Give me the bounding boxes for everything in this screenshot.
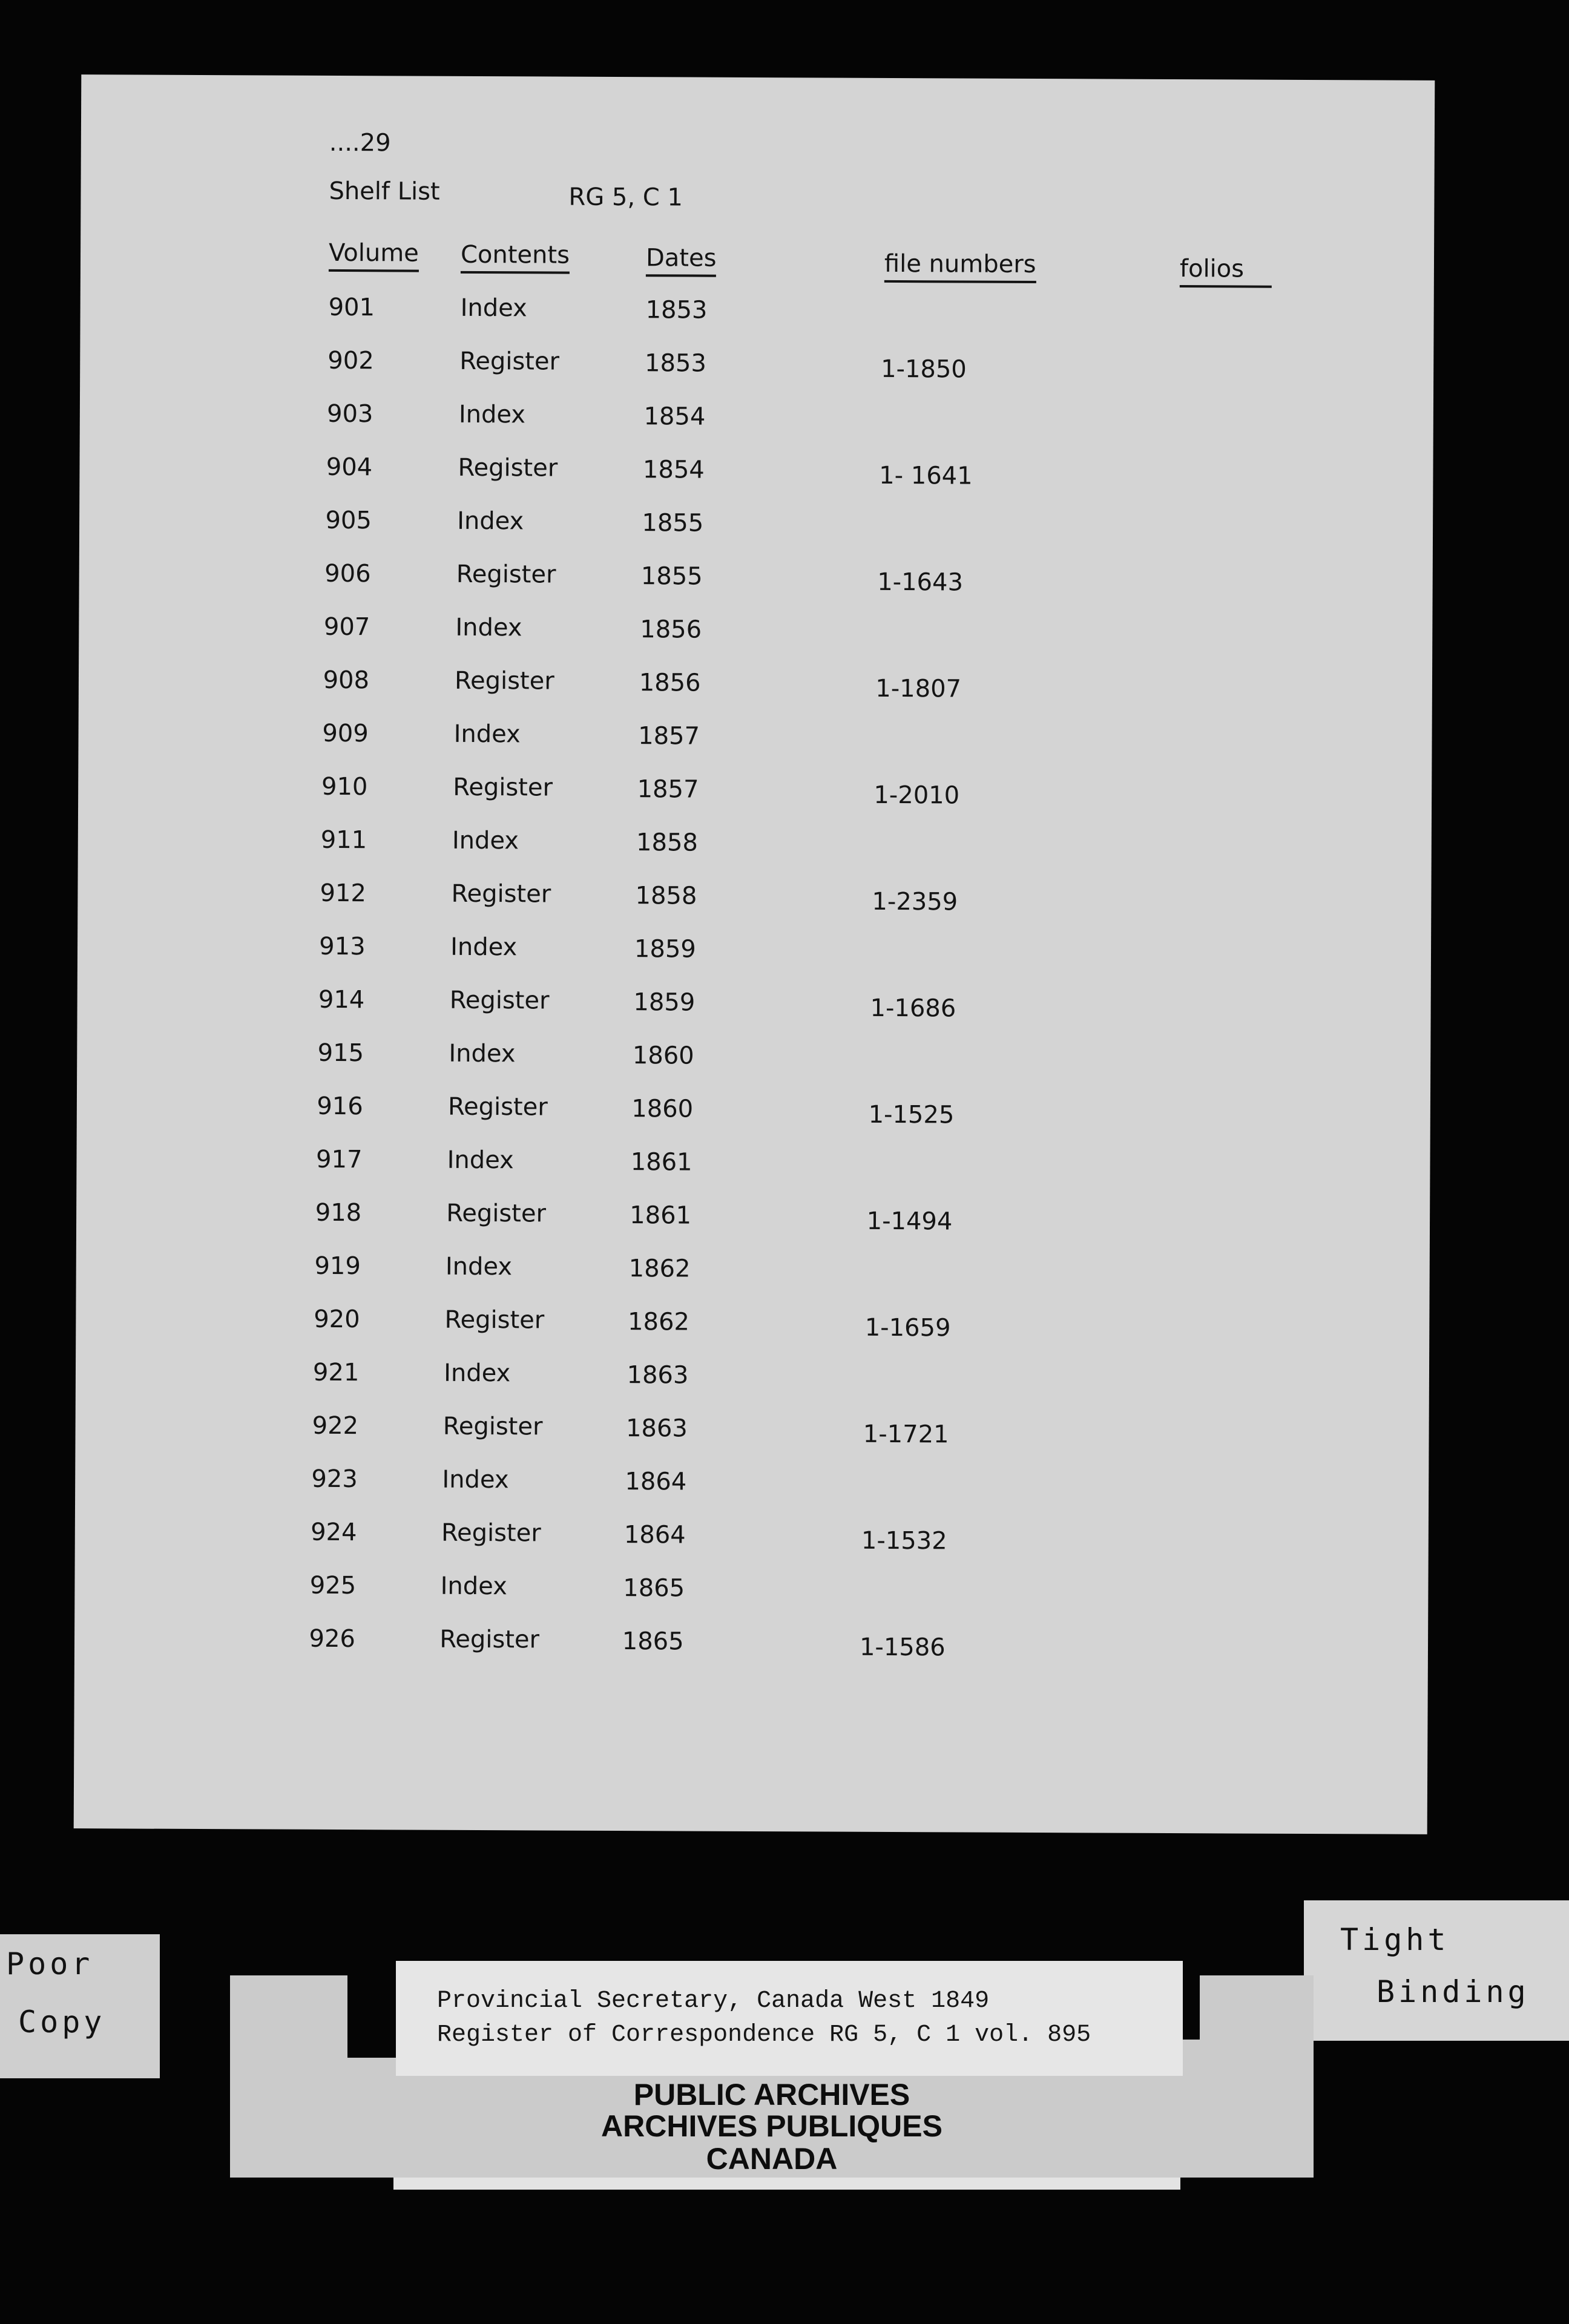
- cell-dates: 1859: [634, 935, 696, 963]
- cell-contents: Index: [440, 1572, 507, 1601]
- column-header-folios: folios: [1180, 255, 1272, 288]
- cell-contents: Register: [442, 1412, 543, 1441]
- cell-contents: Register: [446, 1199, 547, 1228]
- cell-volume: 903: [326, 399, 373, 428]
- table-row: [76, 1144, 1430, 1204]
- column-header-file-numbers: file numbers: [884, 250, 1036, 283]
- cell-file-numbers: 1-2010: [873, 781, 960, 810]
- cell-file-numbers: 1-2359: [872, 887, 958, 916]
- cell-dates: 1865: [623, 1574, 685, 1603]
- cell-contents: Index: [453, 720, 521, 749]
- cell-dates: 1857: [638, 722, 700, 750]
- cell-dates: 1863: [627, 1361, 689, 1390]
- cell-file-numbers: 1-1494: [866, 1207, 953, 1236]
- cell-contents: Index: [455, 613, 522, 642]
- archives-stamp-line: CANADA: [706, 2142, 838, 2176]
- table-row: [74, 1624, 1428, 1683]
- handwritten-note-line: Tight: [1340, 1922, 1450, 1957]
- cell-dates: 1861: [630, 1201, 692, 1230]
- cell-contents: Register: [444, 1305, 545, 1334]
- cell-file-numbers: 1-1807: [875, 674, 962, 703]
- cell-dates: 1860: [631, 1095, 694, 1123]
- cell-dates: 1853: [644, 349, 706, 378]
- cell-volume: 923: [311, 1465, 358, 1494]
- column-header-dates: Dates: [646, 244, 717, 277]
- cell-contents: Index: [449, 1039, 516, 1068]
- document-sheet: [74, 74, 1435, 1834]
- table-row: [77, 985, 1430, 1044]
- table-row: [75, 1517, 1429, 1577]
- card-divider: [1183, 1961, 1200, 2040]
- table-row: [79, 559, 1432, 618]
- cell-contents: Register: [441, 1518, 541, 1548]
- cell-contents: Register: [439, 1625, 540, 1654]
- table-row: [80, 292, 1433, 352]
- cell-volume: 926: [309, 1624, 356, 1653]
- table-row: [77, 1091, 1430, 1151]
- cell-file-numbers: 1-1721: [863, 1420, 949, 1449]
- cell-dates: 1853: [645, 296, 708, 324]
- cell-contents: Index: [460, 294, 527, 323]
- column-header-volume: Volume: [329, 239, 419, 272]
- card-strip: [393, 2178, 1180, 2190]
- cell-dates: 1857: [637, 775, 699, 804]
- cell-dates: 1854: [643, 402, 706, 431]
- table-row: [79, 612, 1432, 671]
- card-reference-line: Register of Correspondence RG 5, C 1 vol. 895: [437, 2021, 1091, 2049]
- table-row: [77, 878, 1431, 937]
- table-row: [78, 825, 1432, 884]
- cell-dates: 1858: [635, 882, 697, 910]
- poor-copy-note: [0, 1934, 160, 2078]
- archives-stamp-line: ARCHIVES PUBLIQUES: [601, 2109, 942, 2143]
- table-row: [78, 772, 1432, 831]
- cell-dates: 1854: [642, 456, 705, 484]
- card-title-line: Provincial Secretary, Canada West 1849: [437, 1988, 990, 2015]
- table-row: [75, 1411, 1429, 1470]
- table-row: [79, 665, 1432, 724]
- cell-file-numbers: 1-1586: [859, 1633, 946, 1662]
- column-header-contents: Contents: [461, 241, 570, 274]
- cell-contents: Register: [453, 773, 553, 802]
- cell-contents: Index: [450, 933, 518, 962]
- cell-file-numbers: 1-1686: [870, 994, 956, 1023]
- table-row: [77, 931, 1431, 991]
- cell-contents: Index: [444, 1359, 511, 1388]
- cell-file-numbers: 1-1532: [861, 1526, 947, 1555]
- cell-dates: 1859: [633, 988, 696, 1017]
- cell-volume: 908: [323, 666, 370, 695]
- cell-dates: 1863: [625, 1414, 688, 1443]
- cell-volume: 925: [309, 1571, 357, 1600]
- cell-dates: 1856: [639, 669, 701, 697]
- archives-stamp-line: PUBLIC ARCHIVES: [633, 2078, 910, 2112]
- cell-contents: Register: [454, 666, 554, 695]
- cell-contents: Index: [445, 1252, 513, 1281]
- cell-volume: 909: [322, 719, 369, 748]
- cell-dates: 1864: [625, 1468, 687, 1496]
- table-row: [77, 1038, 1430, 1097]
- cell-volume: 924: [311, 1518, 357, 1547]
- cell-volume: 918: [315, 1198, 362, 1227]
- table-row: [74, 1571, 1428, 1630]
- cell-volume: 904: [326, 453, 373, 482]
- cell-contents: Index: [452, 826, 519, 855]
- handwritten-note-line: Poor: [6, 1946, 94, 1981]
- cell-volume: 913: [319, 932, 366, 961]
- table-row: [78, 718, 1432, 778]
- cell-contents: Index: [447, 1146, 514, 1175]
- archives-card-label: [396, 1961, 1183, 2076]
- cell-file-numbers: 1-1659: [864, 1313, 951, 1342]
- cell-volume: 912: [320, 879, 366, 908]
- cell-volume: 921: [312, 1358, 360, 1387]
- cell-volume: 915: [317, 1039, 364, 1068]
- cell-file-numbers: 1-1525: [868, 1100, 955, 1129]
- cell-dates: 1861: [630, 1148, 692, 1177]
- cell-contents: Register: [451, 879, 551, 908]
- cell-volume: 910: [321, 772, 368, 801]
- table-row: [75, 1464, 1429, 1523]
- cell-dates: 1860: [632, 1042, 694, 1070]
- cell-contents: Register: [459, 347, 560, 376]
- cell-file-numbers: 1-1643: [877, 568, 964, 597]
- cell-volume: 919: [314, 1252, 361, 1281]
- cell-dates: 1864: [623, 1521, 686, 1549]
- table-row: [76, 1198, 1430, 1257]
- table-row: [80, 399, 1433, 458]
- table-row: [76, 1357, 1429, 1417]
- page-number: ....29: [329, 128, 391, 157]
- cell-volume: 911: [320, 826, 367, 855]
- cell-volume: 920: [314, 1305, 360, 1334]
- cell-volume: 901: [328, 293, 375, 322]
- cell-contents: Register: [447, 1092, 548, 1121]
- cell-volume: 906: [324, 559, 371, 588]
- cell-dates: 1856: [640, 615, 702, 644]
- table-row: [79, 505, 1433, 565]
- cell-volume: 914: [318, 985, 365, 1014]
- cell-file-numbers: 1- 1641: [879, 461, 973, 490]
- cell-contents: Index: [458, 400, 526, 429]
- cell-file-numbers: 1-1850: [881, 355, 967, 384]
- cell-contents: Register: [458, 453, 558, 482]
- cell-contents: Index: [457, 507, 524, 536]
- cell-dates: 1862: [628, 1308, 690, 1336]
- cell-volume: 905: [325, 506, 372, 535]
- card-divider: [347, 1961, 396, 2058]
- record-group-reference: RG 5, C 1: [568, 183, 683, 212]
- handwritten-note-line: Copy: [18, 2004, 106, 2040]
- table-row: [79, 452, 1433, 511]
- table-row: [80, 346, 1433, 405]
- table-row: [76, 1304, 1429, 1364]
- page-title: Shelf List: [329, 177, 440, 206]
- cell-contents: Index: [442, 1465, 509, 1494]
- cell-dates: 1865: [622, 1627, 684, 1656]
- cell-volume: 917: [316, 1145, 363, 1174]
- cell-dates: 1858: [636, 829, 698, 857]
- cell-volume: 922: [312, 1411, 359, 1440]
- cell-contents: Register: [456, 560, 556, 589]
- cell-volume: 916: [317, 1092, 363, 1121]
- cell-volume: 907: [323, 612, 370, 642]
- cell-volume: 902: [327, 346, 374, 375]
- cell-dates: 1862: [628, 1255, 691, 1283]
- handwritten-note-line: Binding: [1377, 1974, 1530, 2009]
- tight-binding-note: [1304, 1900, 1569, 2041]
- table-row: [76, 1251, 1429, 1310]
- cell-contents: Register: [449, 986, 550, 1015]
- cell-dates: 1855: [642, 509, 704, 537]
- cell-dates: 1855: [640, 562, 703, 591]
